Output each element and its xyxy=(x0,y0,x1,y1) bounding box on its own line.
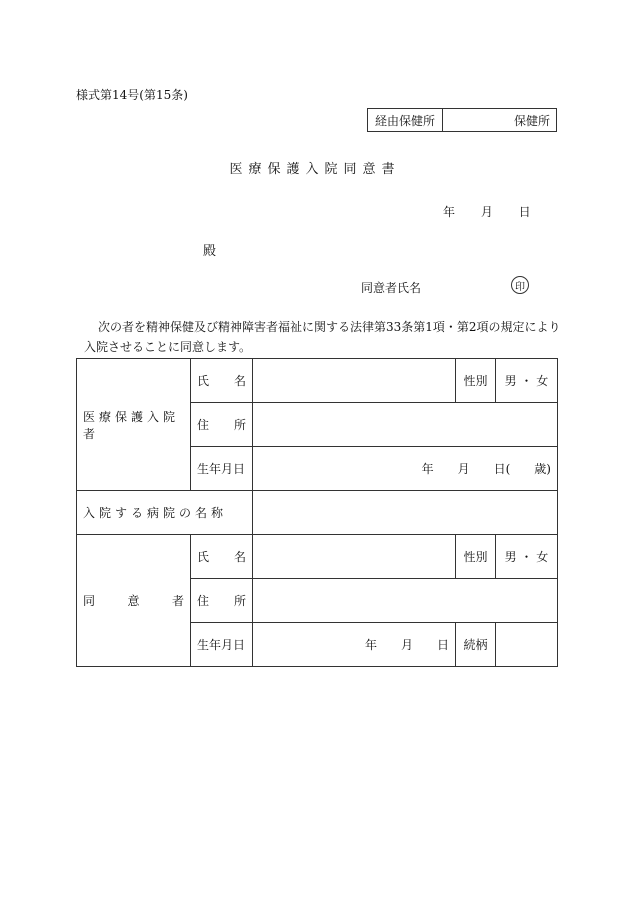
hospital-label: 入院する病院の名称 xyxy=(77,491,253,535)
patient-name-label: 氏 名 xyxy=(191,359,253,403)
consenter-name-row xyxy=(77,535,558,579)
consenter-signature-label: 同意者氏名 xyxy=(361,281,422,295)
consent-statement xyxy=(84,317,564,357)
hospital-field[interactable] xyxy=(253,491,558,535)
patient-birth-label: 生年月日 xyxy=(191,447,253,491)
hospital-row xyxy=(77,491,558,535)
routing-label: 経由保健所 xyxy=(368,109,443,131)
consenter-section-label: 同 意 者 xyxy=(77,535,191,667)
patient-address-field[interactable] xyxy=(253,403,558,447)
document-title: 医療保護入院同意書 xyxy=(229,162,401,177)
routing-health-center-box xyxy=(367,108,557,132)
date-line: 年 月 日 xyxy=(443,205,531,219)
consenter-name-field[interactable] xyxy=(253,535,456,579)
consenter-address-label: 住 所 xyxy=(191,579,253,623)
seal-mark: 印 xyxy=(511,276,529,294)
routing-value: 保健所 xyxy=(513,113,550,128)
consenter-sex-options[interactable]: 男 ・ 女 xyxy=(496,535,558,579)
patient-sex-options[interactable]: 男 ・ 女 xyxy=(496,359,558,403)
consent-statement-line-2: 入院させることに同意します。 xyxy=(84,340,252,354)
consenter-birth-label: 生年月日 xyxy=(191,623,253,667)
patient-name-field[interactable] xyxy=(253,359,456,403)
patient-section-label: 医療保護入院者 xyxy=(77,359,191,491)
form-number: 様式第14号(第15条) xyxy=(76,88,188,102)
addressee-suffix: 殿 xyxy=(203,244,217,259)
consent-form-table xyxy=(76,358,558,667)
consenter-relation-field[interactable] xyxy=(496,623,558,667)
consenter-birth-field[interactable]: 年 月 日 xyxy=(253,623,456,667)
consenter-sex-label: 性別 xyxy=(456,535,496,579)
patient-address-label: 住 所 xyxy=(191,403,253,447)
consenter-address-field[interactable] xyxy=(253,579,558,623)
consenter-relation-label: 続柄 xyxy=(456,623,496,667)
consenter-name-label: 氏 名 xyxy=(191,535,253,579)
patient-name-row xyxy=(77,359,558,403)
patient-birth-field[interactable]: 年 月 日( 歳) xyxy=(253,447,558,491)
patient-sex-label: 性別 xyxy=(456,359,496,403)
consent-statement-line-1: 次の者を精神保健及び精神障害者福祉に関する法律第33条第1項・第2項の規定により xyxy=(98,320,561,334)
